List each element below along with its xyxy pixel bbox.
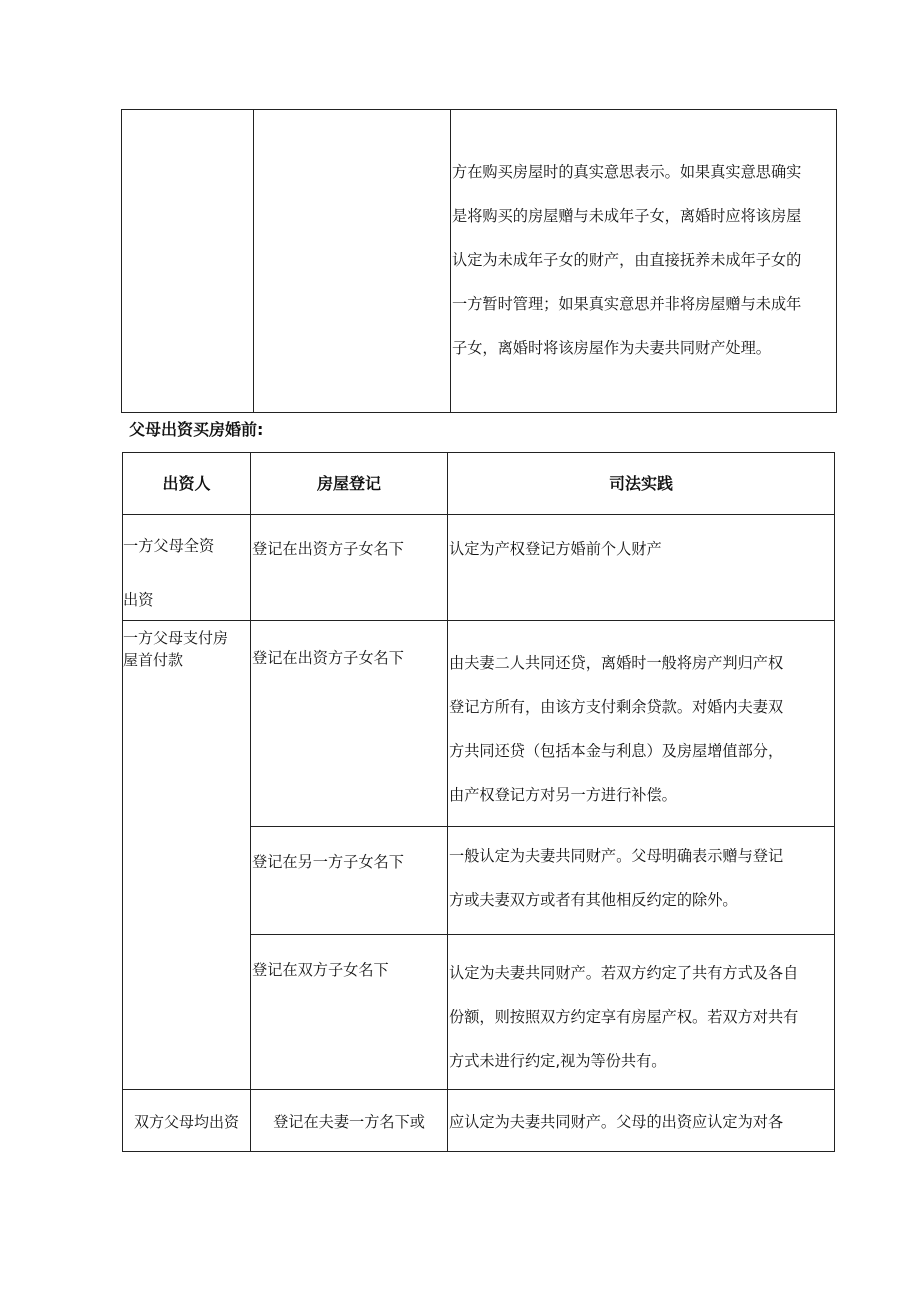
- practice-line: 认定为未成年子女的财产，由直接抚养未成年子女的: [452, 251, 802, 269]
- practice-line: 登记方所有，由该方支付剩余贷款。对婚内夫妻双: [449, 698, 784, 716]
- practice-line: 认定为夫妻共同财产。若双方约定了共有方式及各自: [449, 964, 799, 982]
- practice-line: 一方暂时管理；如果真实意思并非将房屋赠与未成年: [452, 295, 802, 313]
- row3-funder: 双方父母均出资: [133, 1113, 239, 1131]
- practice-line: 方在购买房屋时的真实意思表示。如果真实意思确实: [452, 163, 802, 181]
- funder-line: 出资: [123, 591, 154, 609]
- practice-line: 是将购买的房屋赠与未成年子女，离婚时应将该房屋: [452, 207, 802, 225]
- row2-sub3-practice: [449, 951, 835, 1083]
- top-table-border-top: [121, 109, 837, 110]
- row3-registration: 登记在夫妻一方名下或: [273, 1113, 425, 1131]
- top-table-practice-text: [452, 150, 838, 370]
- row2-sub3-registration: 登记在双方子女名下: [252, 961, 389, 979]
- row2-sub1-registration: 登记在出资方子女名下: [252, 649, 404, 667]
- row2-sub1-bottom: [250, 826, 835, 827]
- header-row-bottom: [122, 514, 835, 515]
- practice-line: 由产权登记方对另一方进行补偿。: [449, 786, 677, 804]
- funder-line: 屋首付款: [123, 651, 184, 669]
- header-registration: 房屋登记: [316, 474, 381, 493]
- top-table-border-left: [121, 109, 122, 413]
- header-practice: 司法实践: [608, 474, 673, 493]
- practice-line: 一般认定为夫妻共同财产。父母明确表示赠与登记: [449, 847, 784, 865]
- row2-funder: [123, 627, 250, 671]
- top-table-divider-1: [253, 109, 254, 413]
- row2-sub2-bottom: [250, 934, 835, 935]
- practice-line: 份额，则按照双方约定享有房屋产权。若双方对共有: [449, 1008, 799, 1026]
- row2-sub1-practice: [449, 641, 835, 817]
- top-table-divider-2: [450, 109, 451, 413]
- funder-line: 一方父母支付房: [123, 629, 229, 647]
- table-border-top: [122, 452, 835, 453]
- row1-registration: 登记在出资方子女名下: [252, 540, 404, 558]
- row2-sub2-registration: 登记在另一方子女名下: [252, 853, 404, 871]
- practice-line: 方或夫妻双方或者有其他相反约定的除外。: [449, 891, 738, 909]
- table-divider-2: [447, 452, 448, 1152]
- top-table-border-bottom: [121, 412, 837, 413]
- row3-practice: 应认定为夫妻共同财产。父母的出资应认定为对各: [449, 1113, 784, 1131]
- section-heading: 父母出资买房婚前:: [129, 420, 264, 439]
- practice-line: 方式未进行约定,视为等份共有。: [449, 1052, 667, 1070]
- practice-line: 由夫妻二人共同还贷，离婚时一般将房产判归产权: [449, 654, 784, 672]
- header-funder: 出资人: [162, 474, 211, 493]
- row2-bottom: [122, 1089, 835, 1090]
- practice-line: 子女，离婚时将该房屋作为夫妻共同财产处理。: [452, 339, 771, 357]
- funder-line: 一方父母全资: [123, 537, 215, 555]
- table-border-bottom: [122, 1151, 835, 1152]
- practice-line: 方共同还贷（包括本金与利息）及房屋增值部分，: [449, 742, 784, 760]
- row1-practice: 认定为产权登记方婚前个人财产: [449, 540, 662, 558]
- row2-sub2-practice: [449, 834, 835, 922]
- row1-funder: [123, 524, 251, 622]
